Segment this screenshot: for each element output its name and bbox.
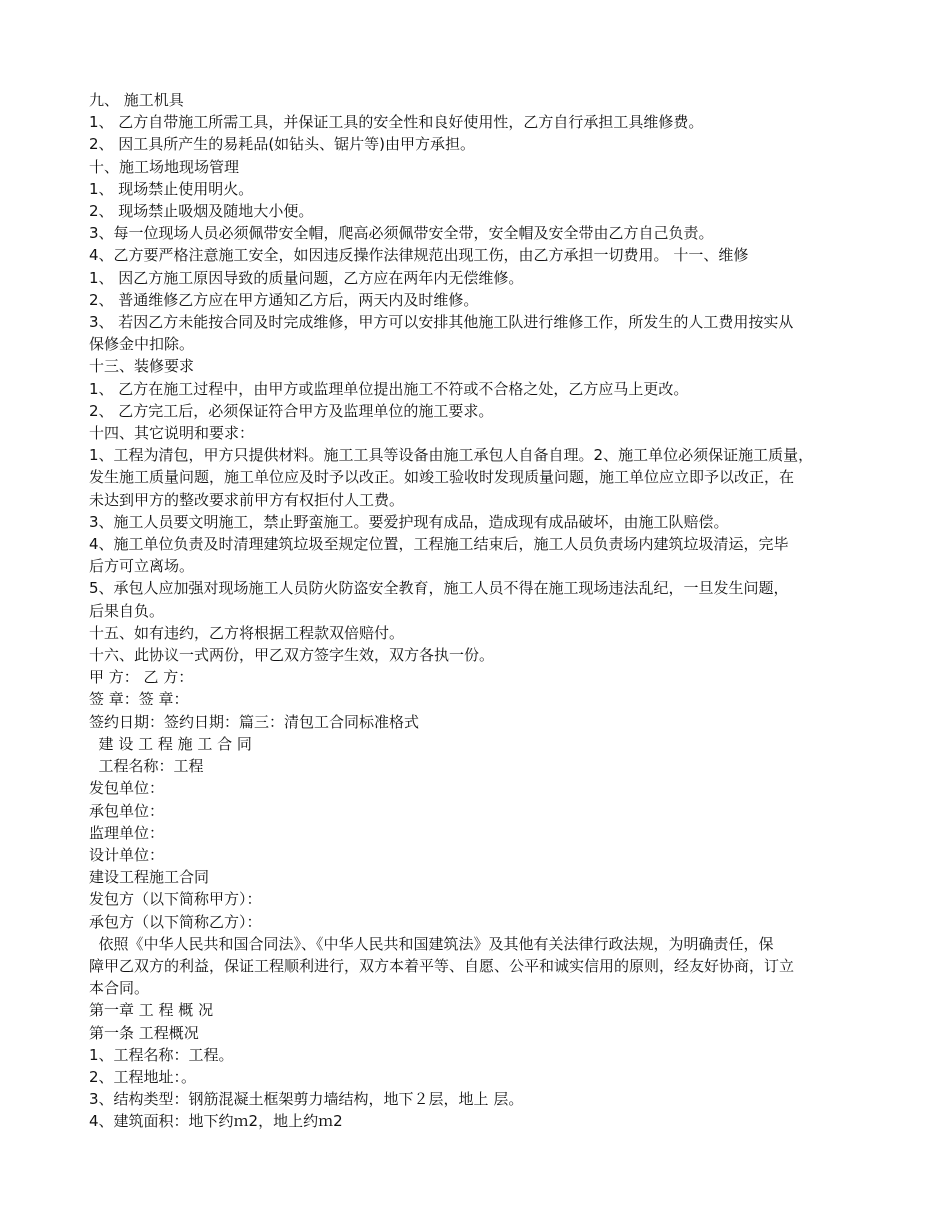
contract-title: 建 设 工 程 施 工 合 同	[89, 734, 252, 753]
section-heading-tools: 九、 施工机具	[89, 91, 184, 109]
paragraph-line: 4、乙方要严格注意施工安全，如因违反操作法律规范出现工伤，由乙方承担一切费用。 十一、维修	[89, 246, 749, 265]
paragraph-line: 1、 现场禁止使用明火。	[89, 179, 254, 198]
signature-dates: 签约日期：签约日期：篇三：清包工合同标准格式	[89, 712, 420, 731]
chapter-heading: 第一章 工 程 概 况	[89, 1001, 214, 1020]
paragraph-line: 后方可立离场。	[89, 557, 195, 576]
contract-subtitle: 建设工程施工合同	[89, 868, 210, 887]
paragraph-line: 3、施工人员要文明施工，禁止野蛮施工。要爱护现有成品，造成现有成品破坏，由施工队赔偿。	[89, 512, 729, 531]
signature-seals: 签 章：签 章：	[89, 690, 189, 709]
paragraph-line: 2、 现场禁止吸烟及随地大小便。	[89, 202, 314, 221]
party-a: 发包方（以下简称甲方）：	[89, 890, 262, 909]
paragraph-line: 1、 乙方在施工过程中，由甲方或监理单位提出施工不符或不合格之处，乙方应马上更改。	[89, 379, 689, 398]
section-heading-decoration: 十三、装修要求	[89, 357, 195, 376]
project-name: 工程名称：工程	[89, 757, 204, 776]
paragraph-line: 4、施工单位负责及时清理建筑垃圾至规定位置，工程施工结束后，施工人员负责场内建筑垃圾清运，完毕	[89, 535, 789, 554]
contractor-unit: 承包单位：	[89, 801, 165, 820]
paragraph-line: 3、每一位现场人员必须佩带安全帽，爬高必须佩带安全带，安全帽及安全带由乙方自己负责。	[89, 224, 714, 243]
article-heading: 第一条 工程概况	[89, 1023, 199, 1042]
paragraph-line: 3、结构类型：钢筋混凝土框架剪力墙结构，地下２层，地上 层。	[89, 1090, 524, 1109]
party-b: 承包方（以下简称乙方）：	[89, 912, 262, 931]
paragraph-line: 保修金中扣除。	[89, 335, 195, 354]
paragraph-line: 2、 因工具所产生的易耗品(如钻头、锯片等)由甲方承担。	[89, 135, 476, 154]
signature-parties: 甲 方： 乙 方：	[89, 668, 194, 687]
paragraph-line: 3、 若因乙方未能按合同及时完成维修，甲方可以安排其他施工队进行维修工作，所发生的人工费用按实从	[89, 313, 794, 332]
section-heading-breach: 十五、如有违约，乙方将根据工程款双倍赔付。	[89, 623, 405, 642]
section-heading-site-management: 十、施工场地现场管理	[89, 157, 240, 176]
design-unit: 设计单位：	[89, 845, 165, 864]
paragraph-line: 2、工程地址：。	[89, 1067, 197, 1086]
employer-unit: 发包单位：	[89, 779, 165, 798]
paragraph-line: 未达到甲方的整改要求前甲方有权拒付人工费。	[89, 490, 405, 509]
document-body	[89, 89, 879, 1133]
paragraph-line: 本合同。	[89, 979, 150, 998]
supervisor-unit: 监理单位：	[89, 823, 165, 842]
paragraph-line: 1、工程为清包，甲方只提供材料。施工工具等设备由施工承包人自备自理。2、施工单位必须保证施工质量，	[89, 446, 814, 465]
paragraph-line: 1、 乙方自带施工所需工具，并保证工具的安全性和良好使用性，乙方自行承担工具维修费。	[89, 113, 704, 132]
paragraph-line: 2、 乙方完工后，必须保证符合甲方及监理单位的施工要求。	[89, 401, 494, 420]
section-heading-copies: 十六、此协议一式两份，甲乙双方签字生效，双方各执一份。	[89, 646, 495, 665]
paragraph-line: 后果自负。	[89, 601, 165, 620]
paragraph-line: 依照《中华人民共和国合同法》、《中华人民共和国建筑法》及其他有关法律行政法规，为明确责任，保	[89, 934, 774, 953]
paragraph-line: 障甲乙双方的利益，保证工程顺利进行，双方本着平等、自愿、公平和诚实信用的原则，经友好协商，订立	[89, 956, 795, 975]
paragraph-line: 1、工程名称：工程。	[89, 1045, 234, 1064]
paragraph-line: 4、建筑面积：地下约ｍ2，地上约ｍ2	[89, 1112, 343, 1131]
paragraph-line: 2、 普通维修乙方应在甲方通知乙方后，两天内及时维修。	[89, 290, 479, 309]
paragraph-line: 1、 因乙方施工原因导致的质量问题，乙方应在两年内无偿维修。	[89, 268, 524, 287]
paragraph-line: 发生施工质量问题，施工单位应及时予以改正。如竣工验收时发现质量问题，施工单位应立即予以改正，在	[89, 468, 795, 487]
section-heading-other: 十四、其它说明和要求：	[89, 424, 255, 443]
paragraph-line: 5、承包人应加强对现场施工人员防火防盗安全教育，施工人员不得在施工现场违法乱纪，一旦发生问题，	[89, 579, 789, 598]
